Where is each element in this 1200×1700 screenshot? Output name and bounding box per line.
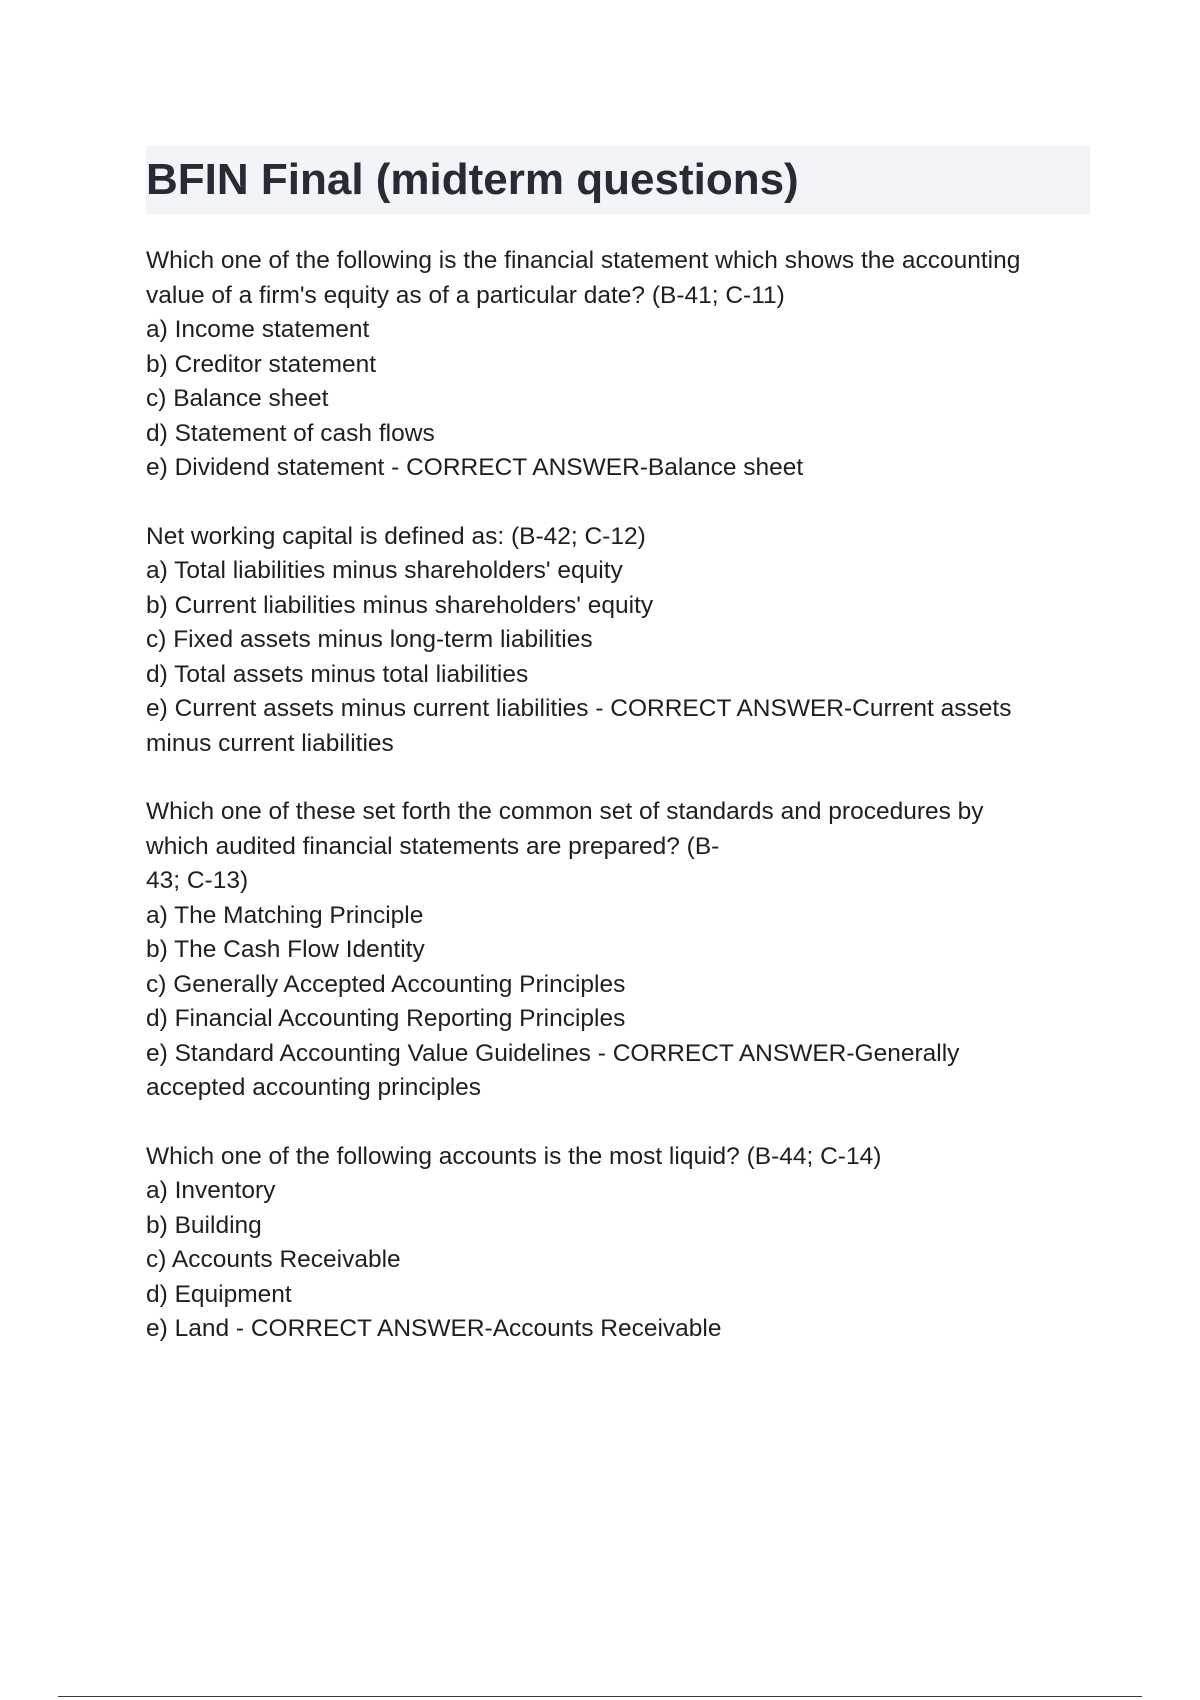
question-list	[146, 244, 1096, 1381]
question-text: Net working capital is defined as: (B-42; C-12)	[146, 522, 646, 550]
question-text: Which one of these set forth the common set of standards and procedures by	[146, 798, 984, 825]
answer-option: c) Generally Accepted Accounting Principles	[146, 970, 626, 998]
question-block	[146, 520, 1096, 762]
answer-option: b) Current liabilities minus shareholders' equity	[146, 591, 654, 619]
correct-answer-continuation: accepted accounting principles	[146, 1074, 482, 1101]
document-title: BFIN Final (midterm questions)	[146, 155, 799, 204]
question-text: Which one of the following accounts is the most liquid? (B-44; C-14)	[146, 1142, 882, 1170]
answer-option: d) Equipment	[146, 1280, 292, 1308]
answer-option: b) Building	[146, 1211, 262, 1239]
answer-option: c) Balance sheet	[146, 385, 329, 412]
answer-option: a) The Matching Principle	[146, 901, 424, 929]
answer-option: b) The Cash Flow Identity	[146, 936, 425, 963]
answer-option: c) Accounts Receivable	[146, 1246, 401, 1273]
answer-option: d) Statement of cash flows	[146, 419, 435, 447]
question-text: 43; C-13)	[146, 867, 249, 894]
answer-option-with-correct-answer: e) Land - CORRECT ANSWER-Accounts Receivable	[146, 1315, 722, 1342]
question-text: value of a firm's equity as of a particular date? (B-41; C-11)	[146, 281, 785, 309]
question-text: Which one of the following is the financial statement which shows the accounting	[146, 247, 1021, 274]
answer-option: d) Total assets minus total liabilities	[146, 660, 529, 688]
answer-option: b) Creditor statement	[146, 350, 377, 378]
answer-option: d) Financial Accounting Reporting Principles	[146, 1005, 626, 1032]
question-block	[146, 795, 1096, 1106]
footer-divider	[58, 1696, 1142, 1697]
answer-option-with-correct-answer: e) Current assets minus current liabilities - CORRECT ANSWER-Current assets	[146, 695, 1012, 722]
answer-option: a) Total liabilities minus shareholders' equity	[146, 557, 623, 584]
question-block	[146, 244, 1096, 486]
title-banner	[146, 146, 1090, 214]
question-block	[146, 1140, 1096, 1347]
correct-answer-continuation: minus current liabilities	[146, 729, 394, 757]
answer-option: c) Fixed assets minus long-term liabilities	[146, 626, 593, 653]
answer-option: a) Income statement	[146, 316, 370, 343]
question-text: which audited financial statements are prepared? (B-	[146, 832, 720, 860]
answer-option-with-correct-answer: e) Standard Accounting Value Guidelines - CORRECT ANSWER-Generally	[146, 1039, 960, 1067]
answer-option: a) Inventory	[146, 1177, 276, 1204]
answer-option-with-correct-answer: e) Dividend statement - CORRECT ANSWER-Balance sheet	[146, 454, 804, 481]
